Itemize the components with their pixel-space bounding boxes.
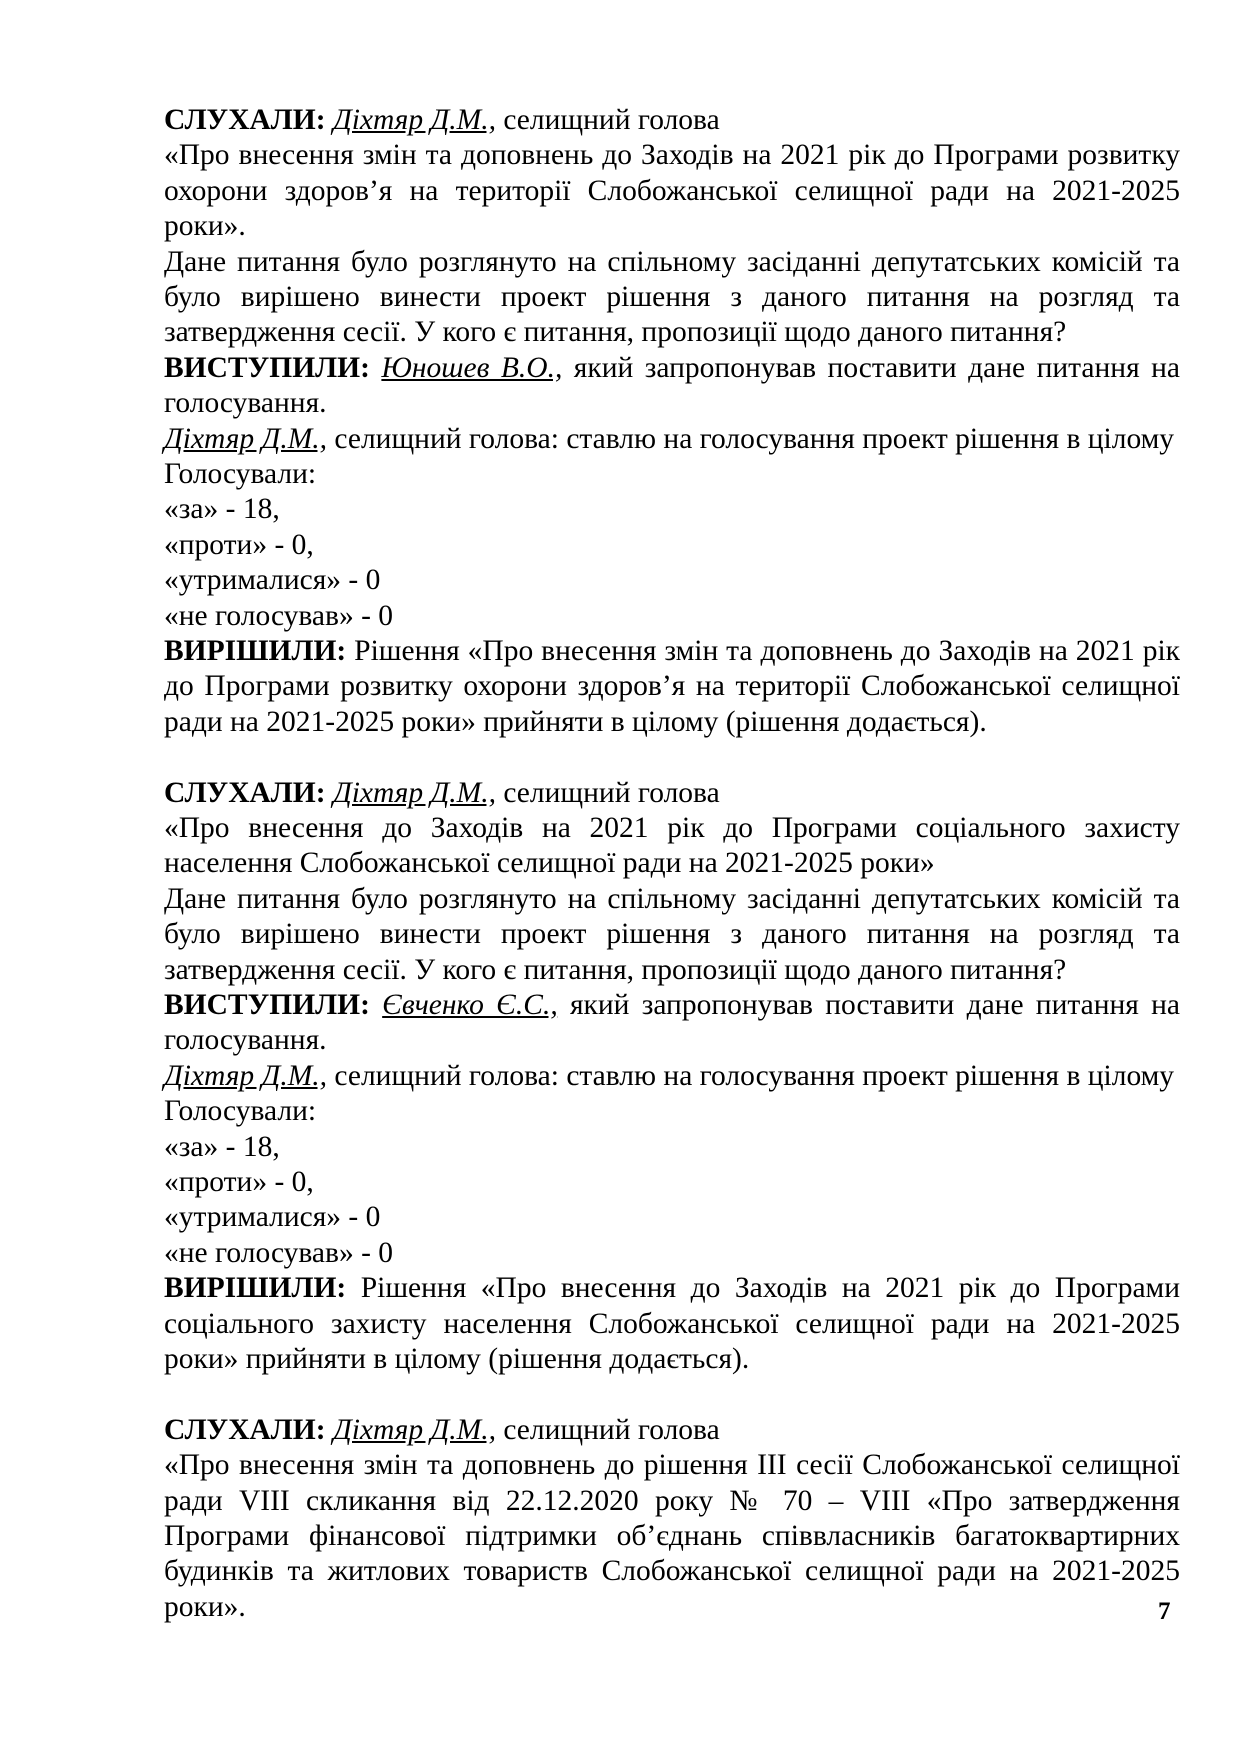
decided-line xyxy=(164,1271,1180,1306)
heard-label: СЛУХАЛИ: xyxy=(164,104,326,136)
chair-name: Діхтяр Д.М., xyxy=(164,422,328,455)
spoke-text: який запропонував поставити дане питання на xyxy=(557,988,1180,1021)
speaker-role: селищний голова xyxy=(495,104,720,136)
chair-line xyxy=(164,422,1180,457)
topic-line: охорони здоров’я на території Слобожанської селищної ради на 2021-2025 xyxy=(164,174,1180,207)
topic-line: будинків та житлових товариств Слобожанської селищної ради на 2021-2025 xyxy=(164,1555,1180,1588)
decided-line: до Програми розвитку охорони здоров’я на території Слобожанської селищної xyxy=(164,670,1180,703)
vote-line: Голосували: xyxy=(164,1095,317,1128)
vote-line: «не голосував» - 0 xyxy=(164,1236,394,1269)
topic-line: «Про внесення змін та доповнень до Заходів на 2021 рік до Програми розвитку xyxy=(164,139,1180,172)
vote-line: «не голосував» - 0 xyxy=(164,599,394,632)
discussion-line: Дане питання було розглянуто на спільному засіданні депутатських комісій та xyxy=(164,882,1180,915)
decided-label: ВИРІШИЛИ: xyxy=(164,635,347,668)
chair-name: Діхтяр Д.М., xyxy=(164,1059,328,1092)
spoke-label: ВИСТУПИЛИ: xyxy=(164,351,370,384)
topic-line: «Про внесення до Заходів на 2021 рік до Програми соціального захисту xyxy=(164,812,1180,844)
topic-line: «Про внесення змін та доповнень до рішення ІІІ сесії Слобожанської селищної xyxy=(164,1449,1180,1482)
topic-line: роки». xyxy=(164,210,246,243)
spoke-label: ВИСТУПИЛИ: xyxy=(164,988,370,1021)
speaker-name: Юношев В.О., xyxy=(381,351,563,384)
decided-text: Рішення «Про внесення змін та доповнень до Заходів на 2021 рік xyxy=(346,635,1180,668)
discussion-line: було вирішено винести проект рішення з даного питання на розгляд та xyxy=(164,918,1180,951)
vote-line: «утрималися» - 0 xyxy=(164,564,381,597)
spoke-text: який запропонував поставити дане питання на xyxy=(562,351,1180,384)
vote-line: «за» - 18, xyxy=(164,493,280,526)
discussion-line: затвердження сесії. У кого є питання, пропозиції щодо даного питання? xyxy=(164,316,1067,349)
heard-label: СЛУХАЛИ: xyxy=(164,776,326,809)
topic-line: населення Слобожанської селищної ради на 2021-2025 роки» xyxy=(164,847,935,880)
spoke-text: голосування. xyxy=(164,1024,327,1057)
section-gap xyxy=(164,1377,1180,1412)
page-number: 7 xyxy=(1158,1598,1171,1625)
discussion-line: Дане питання було розглянуто на спільному засіданні депутатських комісій та xyxy=(164,245,1180,278)
topic-line: ради VIII скликання від 22.12.2020 року № 70 – VIII «Про затвердження xyxy=(164,1484,1180,1517)
spoke-text: голосування. xyxy=(164,387,327,420)
speaker-name: Діхтяр Д.М., xyxy=(332,1413,496,1446)
decided-line: соціального захисту населення Слобожанської селищної ради на 2021-2025 xyxy=(164,1307,1180,1340)
heard-line xyxy=(164,1413,1180,1448)
section-gap xyxy=(164,740,1180,775)
spoke-line xyxy=(164,988,1180,1023)
vote-line: Голосували: xyxy=(164,457,317,490)
speaker-role: селищний голова xyxy=(495,776,720,809)
topic-line: Програми фінансової підтримки об’єднань співвласників багатоквартирних xyxy=(164,1519,1180,1552)
chair-text: селищний голова: ставлю на голосування проект рішення в цілому xyxy=(327,1059,1175,1092)
speaker-name: Діхтяр Д.М., xyxy=(332,776,496,809)
document-page xyxy=(164,103,1180,1625)
speaker-role: селищний голова xyxy=(495,1413,720,1446)
vote-line: «за» - 18, xyxy=(164,1130,280,1163)
decided-label: ВИРІШИЛИ: xyxy=(164,1272,347,1305)
discussion-line: було вирішено винести проект рішення з даного питання на розгляд та xyxy=(164,280,1180,313)
vote-line: «утрималися» - 0 xyxy=(164,1201,381,1234)
decided-line: ради на 2021-2025 роки» прийняти в цілому (рішення додається). xyxy=(164,705,987,738)
vote-line: «проти» - 0, xyxy=(164,528,314,561)
decided-line xyxy=(164,634,1180,669)
heard-label: СЛУХАЛИ: xyxy=(164,1413,326,1446)
decided-text: Рішення «Про внесення до Заходів на 2021 рік до Програми xyxy=(346,1272,1180,1305)
discussion-line: затвердження сесії. У кого є питання, пропозиції щодо даного питання? xyxy=(164,953,1067,986)
heard-line xyxy=(164,776,1180,811)
chair-line xyxy=(164,1059,1180,1094)
heard-line xyxy=(164,103,1180,138)
chair-text: селищний голова: ставлю на голосування проект рішення в цілому xyxy=(327,422,1175,455)
speaker-name: Євченко Є.С., xyxy=(382,988,558,1021)
topic-line: роки». xyxy=(164,1590,246,1623)
speaker-name: Діхтяр Д.М., xyxy=(332,104,496,136)
vote-line: «проти» - 0, xyxy=(164,1166,314,1198)
decided-line: роки» прийняти в цілому (рішення додається). xyxy=(164,1343,750,1375)
spoke-line xyxy=(164,351,1180,386)
